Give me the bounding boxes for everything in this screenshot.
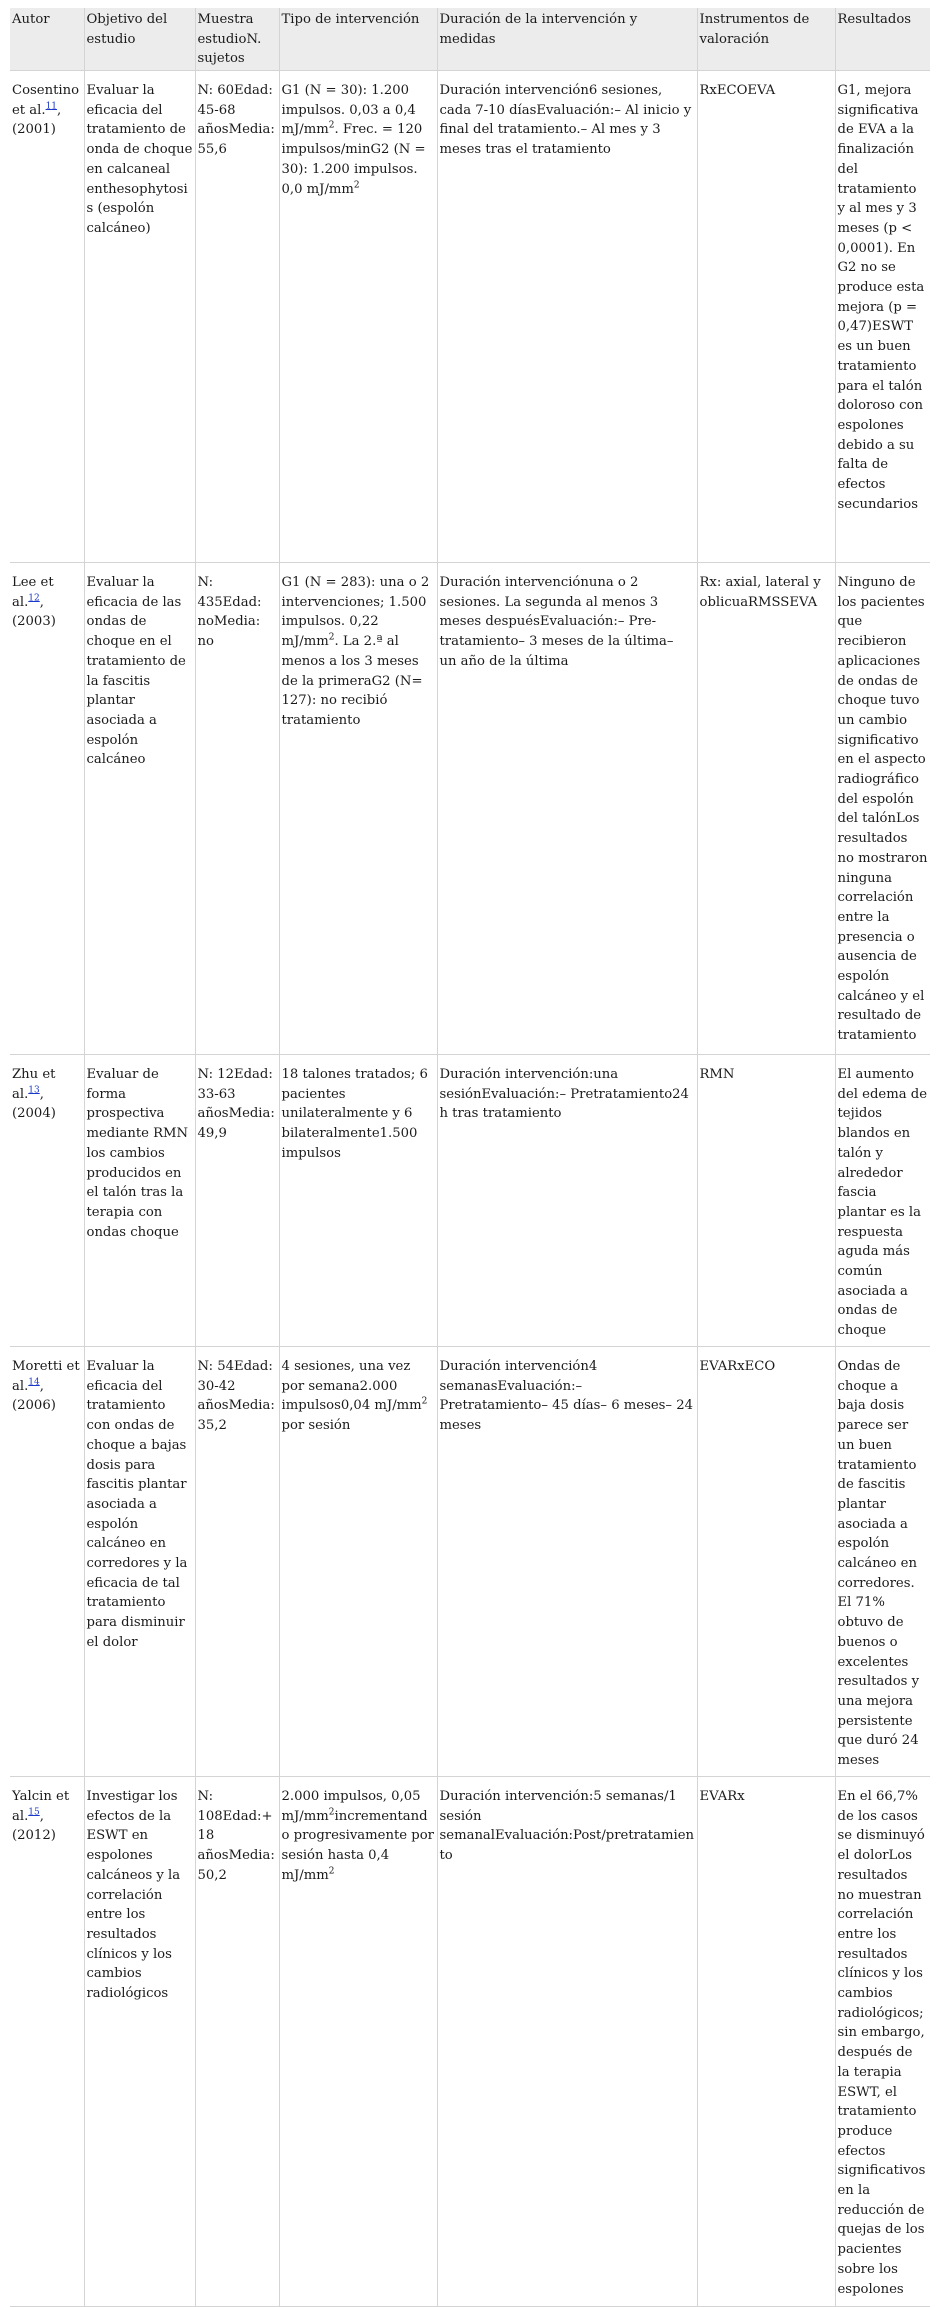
cell-duracion: Duración intervención6 sesiones, cada 7-10 díasEvaluación:– Al inicio y final del tratamiento.– Al mes y 3 meses tras el tratamiento [437,71,697,563]
cell-objetivo: Evaluar la eficacia del tratamiento con ondas de choque a bajas dosis para fascitis plantar asociada a espolón calcáneo en corredores y la eficacia de tal tratamiento para disminuir el dolor [84,1347,195,1777]
tipo-superscript: 2 [328,1807,335,1818]
author-year: , (2001) [12,102,62,138]
reference-link[interactable]: 15 [28,1807,40,1818]
author-name: Lee et al. [12,575,54,610]
cell-duracion: Duración intervención4 semanasEvaluación:– Pretratamiento– 45 días– 6 meses– 24 meses [437,1347,697,1777]
tipo-text: 2.000 impulsos, 0,05 mJ/mm [281,1789,421,1824]
cell-muestra: N: 108Edad:+ 18 añosMedia: 50,2 [195,1777,279,2307]
cell-objetivo: Evaluar de forma prospectiva mediante RMN los cambios producidos en el talón tras la terapia con ondas choque [84,1055,195,1347]
cell-tipo [279,1777,437,2307]
tipo-text: . Frec. = 120 impulsos/minG2 (N = 30): 1.200 impulsos. 0,0 mJ/mm [281,122,426,197]
cell-muestra: N: 435Edad: noMedia: no [195,563,279,1055]
cell-tipo [279,1347,437,1777]
table-row [10,1777,930,2307]
tipo-text: . La 2.ª al menos a los 3 meses de la primeraG2 (N= 127): no recibió tratamiento [281,634,423,728]
cell-instrumentos: Rx: axial, lateral y oblicuaRMSSEVA [697,563,835,1055]
header-objetivo: Objetivo del estudio [84,8,195,71]
header-tipo: Tipo de intervención [279,8,437,71]
cell-autor [10,71,84,563]
cell-muestra: N: 12Edad: 33-63 añosMedia: 49,9 [195,1055,279,1347]
header-resultados: Resultados [837,12,912,27]
author-year: , (2003) [12,594,56,630]
tipo-text: G1 (N = 30): 1.200 impulsos. 0,03 a 0,4 mJ/mm [281,83,416,138]
cell-instrumentos: RMN [697,1055,835,1347]
cell-duracion: Duración intervención:5 semanas/1 sesión semanalEvaluación:Post/pretratamiento [437,1777,697,2307]
header-autor: Autor [10,8,84,71]
studies-table [10,8,930,2307]
reference-link[interactable]: 14 [28,1377,40,1388]
cell-resultados: El aumento del edema de tejidos blandos en talón y alrededor fascia plantar es la respuesta aguda más común asociada a ondas de choque [835,1055,930,1347]
author-year: , (2012) [12,1808,56,1844]
cell-resultados: En el 66,7% de los casos se disminuyó el dolorLos resultados no muestran correlación entre los resultados clínicos y los cambios radiológicos; sin embargo, después de la terapia ESWT, el tratamiento produce efectos significativos en la reducción de quejas de los pacientes sobre los espolones [835,1777,930,2307]
cell-duracion: Duración intervención:una sesiónEvaluación:– Pretratamiento24 h tras tratamiento [437,1055,697,1347]
cell-autor [10,1055,84,1347]
cell-autor [10,1347,84,1777]
tipo-text: 18 talones tratados; 6 pacientes unilateralmente y 6 bilateralmente1.500 impulsos [281,1067,428,1161]
header-instrumentos: Instrumentos de valoración [697,8,835,71]
reference-link[interactable]: 12 [28,593,40,604]
cell-objetivo: Evaluar la eficacia de las ondas de choque en el tratamiento de la fascitis plantar asociada a espolón calcáneo [84,563,195,1055]
tipo-text: G1 (N = 283): una o 2 intervenciones; 1.500 impulsos. 0,22 mJ/mm [281,575,430,650]
cell-tipo [279,1055,437,1347]
cell-instrumentos: RxECOEVA [697,71,835,563]
cell-autor [10,1777,84,2307]
cell-objetivo: Evaluar la eficacia del tratamiento de onda de choque en calcaneal enthesophytosis (espolón calcáneo) [84,71,195,563]
tipo-superscript: 2 [421,1397,428,1408]
tipo-text: 4 sesiones, una vez por semana2.000 impulsos0,04 mJ/mm [281,1359,422,1414]
author-name: Zhu et al. [12,1067,56,1102]
tipo-superscript: 2 [328,121,335,132]
cell-autor [10,563,84,1055]
tipo-superscript: 2 [328,1866,335,1877]
author-name: Yalcin et al. [12,1789,70,1824]
cell-duracion: Duración intervenciónuna o 2 sesiones. La segunda al menos 3 meses despuésEvaluación:– Pre-tratamiento– 3 meses de la última– un año de la última [437,563,697,1055]
cell-instrumentos: EVARx [697,1777,835,2307]
header-row [10,8,930,71]
tipo-superscript: 2 [353,180,360,191]
cell-muestra: N: 54Edad: 30-42 añosMedia: 35,2 [195,1347,279,1777]
cell-resultados: G1, mejora significativa de EVA a la finalización del tratamiento y al mes y 3 meses (p < 0,0001). En G2 no se produce esta mejora (p = 0,47)ESWT es un buen tratamiento para el talón doloroso con espolones debido a su falta de efectos secundarios [835,71,930,563]
reference-link[interactable]: 11 [45,101,58,112]
cell-tipo [279,71,437,563]
table-row [10,71,930,563]
cell-instrumentos: EVARxECO [697,1347,835,1777]
table-row [10,1055,930,1347]
author-year: , (2004) [12,1086,56,1122]
table-row [10,1347,930,1777]
cell-objetivo: Investigar los efectos de la ESWT en espolones calcáneos y la correlación entre los resultados clínicos y los cambios radiológicos [84,1777,195,2307]
cell-tipo [279,563,437,1055]
author-name: Moretti et al. [12,1359,80,1394]
tipo-text: por sesión [281,1418,351,1434]
cell-resultados: Ondas de choque a baja dosis parece ser un buen tratamiento de fascitis plantar asociada a espolón calcáneo en corredores. El 71% obtuvo de buenos o excelentes resultados y una mejora persistente que duró 24 meses [835,1347,930,1777]
header-muestra: Muestra estudioN. sujetos [195,8,279,71]
author-name: Cosentino et al. [12,83,80,118]
cell-muestra: N: 60Edad: 45-68 añosMedia: 55,6 [195,71,279,563]
table-row [10,563,930,1055]
author-year: , (2006) [12,1378,56,1414]
reference-link[interactable]: 13 [28,1085,40,1096]
tipo-superscript: 2 [328,632,335,643]
cell-resultados: Ninguno de los pacientes que recibieron aplicaciones de ondas de choque tuvo un cambio significativo en el aspecto radiográfico del espolón del talónLos resultados no mostraron ninguna correlación entre la presencia o ausencia de espolón calcáneo y el resultado de tratamiento [835,563,930,1055]
header-duracion: Duración de la intervención y medidas [437,8,697,71]
tipo-text: incrementando progresivamente por sesión hasta 0,4 mJ/mm [281,1808,434,1883]
